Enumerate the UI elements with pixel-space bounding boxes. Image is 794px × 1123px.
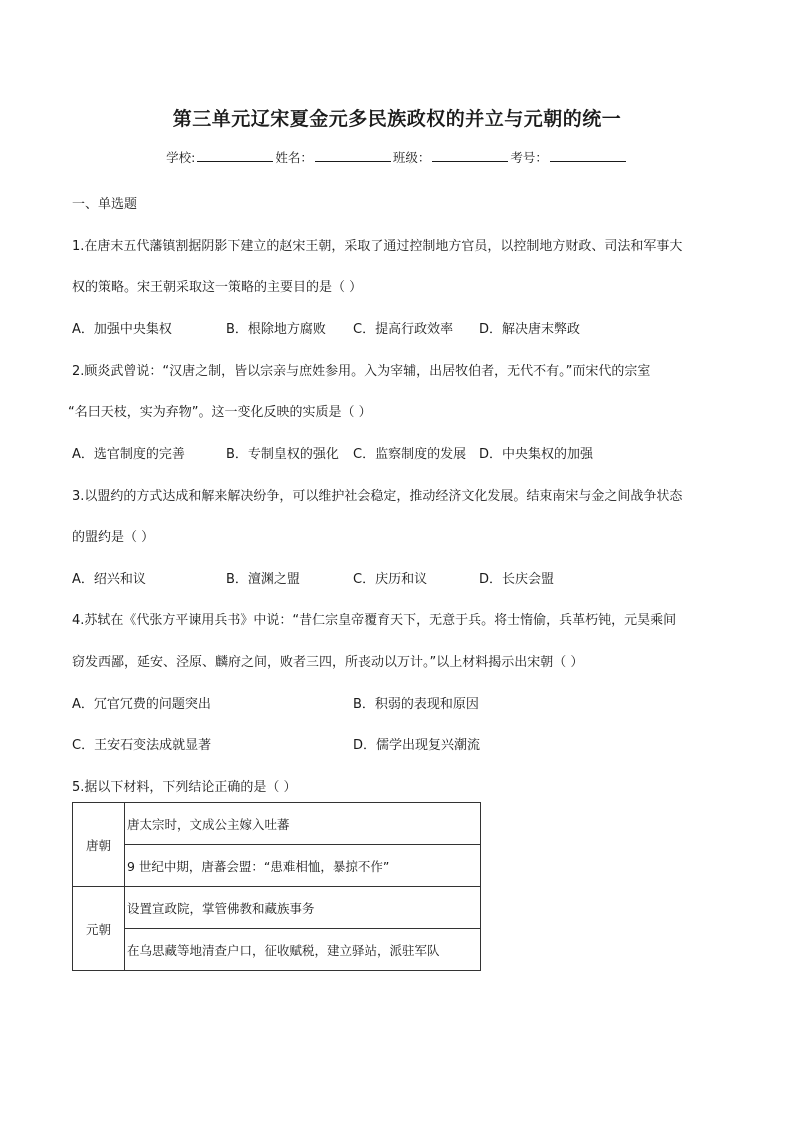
q3-option-b[interactable]: B．澶渊之盟 [226,572,300,587]
q2-option-a[interactable]: A．选官制度的完善 [72,447,185,462]
class-label: 班级： [392,150,431,165]
table-cell: 设置宣政院，掌管佛教和藏族事务 [125,887,481,929]
q2-line-1: 2.顾炎武曾说：“汉唐之制，皆以宗亲与庶姓参用。入为宰辅，出居牧伯者，无代不有。”而宋代的宗室 [72,364,651,379]
q2-option-b[interactable]: B．专制皇权的强化 [226,447,339,462]
class-blank[interactable] [432,151,508,162]
q1-option-d[interactable]: D．解决唐末弊政 [479,322,581,337]
dynasty-cell-tang: 唐朝 [73,803,125,887]
q4-option-d[interactable]: D．儒学出现复兴潮流 [353,738,481,753]
q4-line-1: 4.苏轼在《代张方平谏用兵书》中说：“昔仁宗皇帝覆育天下，无意于兵。将士惰偷，兵革朽钝，元昊乘间 [72,613,677,628]
table-row [73,803,481,845]
q3-option-d[interactable]: D．长庆会盟 [479,572,555,587]
q2-line-2: “名曰天枝，实为弃物”。这一变化反映的实质是（ ） [68,405,372,420]
table-row [73,845,481,887]
q5-line-1: 5.据以下材料，下列结论正确的是（ ） [72,780,297,795]
q2-option-c[interactable]: C．监察制度的发展 [353,447,467,462]
student-info-line [0,148,794,166]
dynasty-cell-yuan: 元朝 [73,887,125,971]
q4-line-2: 窃发西鄙，延安、泾原、麟府之间，败者三四，所丧动以万计。”以上材料揭示出宋朝（ ） [72,655,584,670]
q3-line-1: 3.以盟约的方式达成和解来解决纷争，可以维护社会稳定，推动经济文化发展。结束南宋与金之间战争状态 [72,489,683,504]
table-cell: 唐太宗时，文成公主嫁入吐蕃 [125,803,481,845]
table-row [73,887,481,929]
q4-option-c[interactable]: C．王安石变法成就显著 [72,738,212,753]
q3-line-2: 的盟约是（ ） [72,530,155,545]
school-label: 学校: [166,150,196,165]
table-row [73,929,481,971]
q1-line-2: 权的策略。宋王朝采取这一策略的主要目的是（ ） [72,280,363,295]
name-blank[interactable] [315,151,391,162]
q1-option-a[interactable]: A．加强中央集权 [72,322,172,337]
q1-line-1: 1.在唐末五代藩镇割据阴影下建立的赵宋王朝，采取了通过控制地方官员，以控制地方财政、司法和军事大 [72,239,683,254]
q1-option-c[interactable]: C．提高行政效率 [353,322,454,337]
q4-option-a[interactable]: A．冗官冗费的问题突出 [72,697,211,712]
exam-number-blank[interactable] [550,151,626,162]
section-heading: 一、单选题 [72,197,138,212]
q3-option-c[interactable]: C．庆历和议 [353,572,428,587]
school-blank[interactable] [197,151,273,162]
page-title: 第三单元辽宋夏金元多民族政权的并立与元朝的统一 [172,108,622,130]
table-cell: 在乌思藏等地清查户口，征收赋税，建立驿站，派驻军队 [125,929,481,971]
name-label: 姓名： [275,150,313,165]
material-table [72,802,481,971]
q4-option-b[interactable]: B．积弱的表现和原因 [353,697,479,712]
exam-number-label: 考号： [510,150,548,165]
table-cell: 9 世纪中期，唐蕃会盟：“患难相恤，暴掠不作” [125,845,481,887]
q1-option-b[interactable]: B．根除地方腐败 [226,322,326,337]
q3-option-a[interactable]: A．绍兴和议 [72,572,146,587]
q2-option-d[interactable]: D．中央集权的加强 [479,447,594,462]
